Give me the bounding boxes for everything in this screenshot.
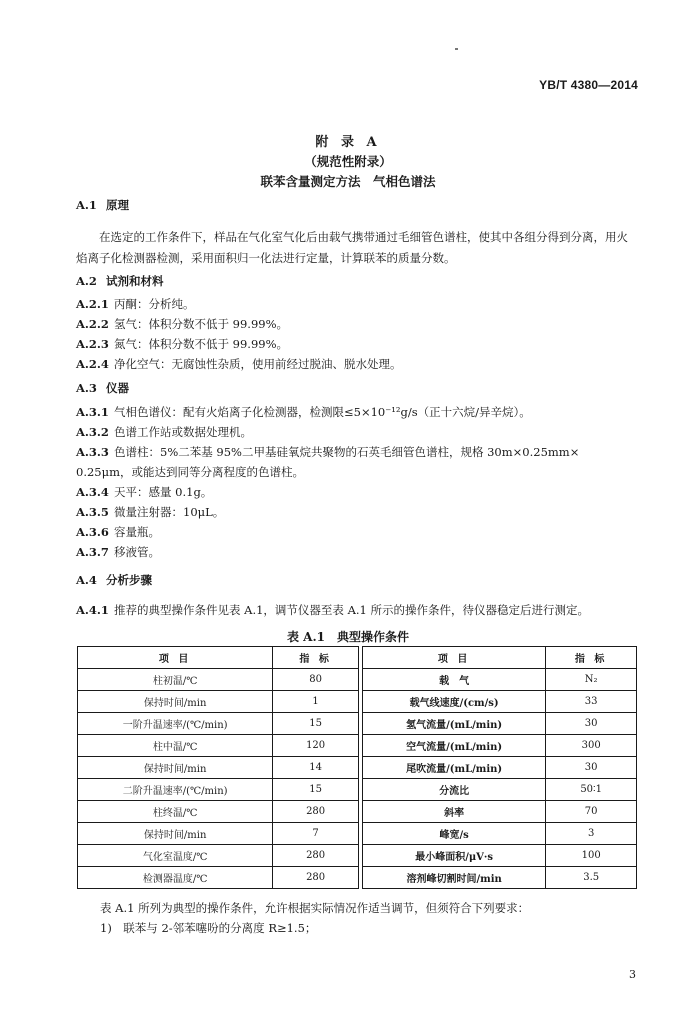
list-item [76,316,288,332]
table-cell: 15 [273,779,359,801]
table-cell: 溶剂峰切割时间/min [362,867,545,889]
table-caption: 表 A.1 典型操作条件 [286,630,410,644]
section-a3-heading [76,380,129,396]
table-cell: 15 [273,713,359,735]
item-number: A.3.7 [76,545,109,559]
table-row [78,867,637,889]
section-title: 原理 [106,198,129,212]
column-header: 指 标 [546,647,637,669]
table-row [78,845,637,867]
section-number: A.4 [76,573,97,587]
list-item [76,296,195,312]
table-row [78,669,637,691]
table-cell: 尾吹流量/(mL/min) [362,757,545,779]
list-item [76,602,589,618]
item-text: 丙酮：分析纯。 [114,297,195,311]
table-cell: N₂ [546,669,637,691]
table-cell: 300 [546,735,637,757]
table-cell: 70 [546,801,637,823]
item-text: 色谱柱：5%二苯基 95%二甲基硅氧烷共聚物的石英毛细管色谱柱，规格 30m×0.25mm× [114,445,580,459]
item-number: A.2.4 [76,357,109,371]
item-number: A.2.1 [76,297,109,311]
table-cell: 峰宽/s [362,823,545,845]
item-text: 天平：感量 0.1g。 [114,485,213,499]
table-cell: 3 [546,823,637,845]
section-a4-heading [76,572,152,588]
table-cell: 保持时间/min [78,823,273,845]
table-cell: 载 气 [362,669,545,691]
table-cell: 空气流量/(mL/min) [362,735,545,757]
table-cell: 50∶1 [546,779,637,801]
item-text: 色谱工作站或数据处理机。 [114,425,252,439]
table-header-row [78,647,637,669]
section-a1-paragraph: 在选定的工作条件下，样品在气化室气化后由载气携带通过毛细管色谱柱，使其中各组分得到分离，用火焰离子化检测器检测，采用面积归一化法进行定量，计算联苯的质量分数。 [76,230,628,265]
section-number: A.2 [76,274,97,288]
table-row [78,713,637,735]
item-number: A.3.4 [76,485,109,499]
column-header: 项 目 [78,647,273,669]
item-text: 氢气：体积分数不低于 99.99%。 [114,317,289,331]
table-row [78,691,637,713]
list-item [76,444,579,460]
table-cell: 7 [273,823,359,845]
section-a2-heading [76,273,164,289]
table-cell: 30 [546,713,637,735]
section-a1-heading [76,197,129,213]
table-cell: 280 [273,801,359,823]
list-item [76,504,224,520]
table-cell: 保持时间/min [78,757,273,779]
table-cell: 氢气流量/(mL/min) [362,713,545,735]
table-cell: 3.5 [546,867,637,889]
list-item [76,336,288,352]
table-cell: 1 [273,691,359,713]
column-header: 指 标 [273,647,359,669]
section-title: 分析步骤 [106,573,152,587]
table-cell: 14 [273,757,359,779]
table-cell: 二阶升温速率/(℃/min) [78,779,273,801]
item-number: A.3.2 [76,425,109,439]
item-number: A.4.1 [76,603,109,617]
item-text: 移液管。 [114,545,160,559]
section-title: 仪器 [106,381,129,395]
item-number: A.3.1 [76,405,109,419]
table-cell: 斜率 [362,801,545,823]
operating-conditions-table [77,646,637,889]
table-cell: 气化室温度/℃ [78,845,273,867]
table-row [78,779,637,801]
item-text: 净化空气：无腐蚀性杂质，使用前经过脱油、脱水处理。 [114,357,402,371]
item-number: A.3.5 [76,505,109,519]
table-cell: 分流比 [362,779,545,801]
table-row [78,757,637,779]
list-item [76,356,402,372]
scan-speck [455,48,458,50]
section-number: A.3 [76,381,97,395]
item-text: 气相色谱仪：配有火焰离子化检测器，检测限≤5×10⁻¹²g/s（正十六烷/异辛烷）。 [114,405,531,419]
column-header: 项 目 [362,647,545,669]
appendix-name: 联苯含量测定方法 气相色谱法 [260,174,436,189]
table-note: 表 A.1 所列为典型的操作条件，允许根据实际情况作适当调节，但须符合下列要求： [100,901,530,915]
table-cell: 保持时间/min [78,691,273,713]
item-text: 微量注射器：10μL。 [114,505,225,519]
requirement-item: 1) 联苯与 2-邻苯噻吩的分离度 R≥1.5； [100,921,317,935]
table-row [78,823,637,845]
table-cell: 100 [546,845,637,867]
item-number: A.3.3 [76,445,109,459]
table-cell: 最小峰面积/μV·s [362,845,545,867]
section-number: A.1 [76,198,97,212]
appendix-title: 附 录 A [315,135,381,150]
list-item [76,484,212,500]
table-cell: 80 [273,669,359,691]
table-cell: 载气线速度/(cm/s) [362,691,545,713]
table-cell: 柱初温/℃ [78,669,273,691]
item-text: 容量瓶。 [114,525,160,539]
list-item [76,404,531,420]
table-cell: 280 [273,845,359,867]
standard-code: YB/T 4380—2014 [539,78,638,92]
section-title: 试剂和材料 [106,274,164,288]
table-row [78,801,637,823]
table-cell: 柱终温/℃ [78,801,273,823]
list-item [76,524,160,540]
list-item [76,424,252,440]
item-number: A.3.6 [76,525,109,539]
appendix-subtitle: （规范性附录） [304,154,392,169]
table-row [78,735,637,757]
list-item [76,544,160,560]
table-cell: 30 [546,757,637,779]
item-text: 氮气：体积分数不低于 99.99%。 [114,337,289,351]
table-cell: 检测器温度/℃ [78,867,273,889]
table-cell: 一阶升温速率/(℃/min) [78,713,273,735]
page-number: 3 [629,968,636,981]
item-number: A.2.3 [76,337,109,351]
table-cell: 280 [273,867,359,889]
table-cell: 33 [546,691,637,713]
table-cell: 柱中温/℃ [78,735,273,757]
list-item-continuation: 0.25μm，或能达到同等分离程度的色谱柱。 [76,465,304,479]
item-number: A.2.2 [76,317,109,331]
table-cell: 120 [273,735,359,757]
item-text: 推荐的典型操作条件见表 A.1，调节仪器至表 A.1 所示的操作条件，待仪器稳定后进行测定。 [114,603,590,617]
